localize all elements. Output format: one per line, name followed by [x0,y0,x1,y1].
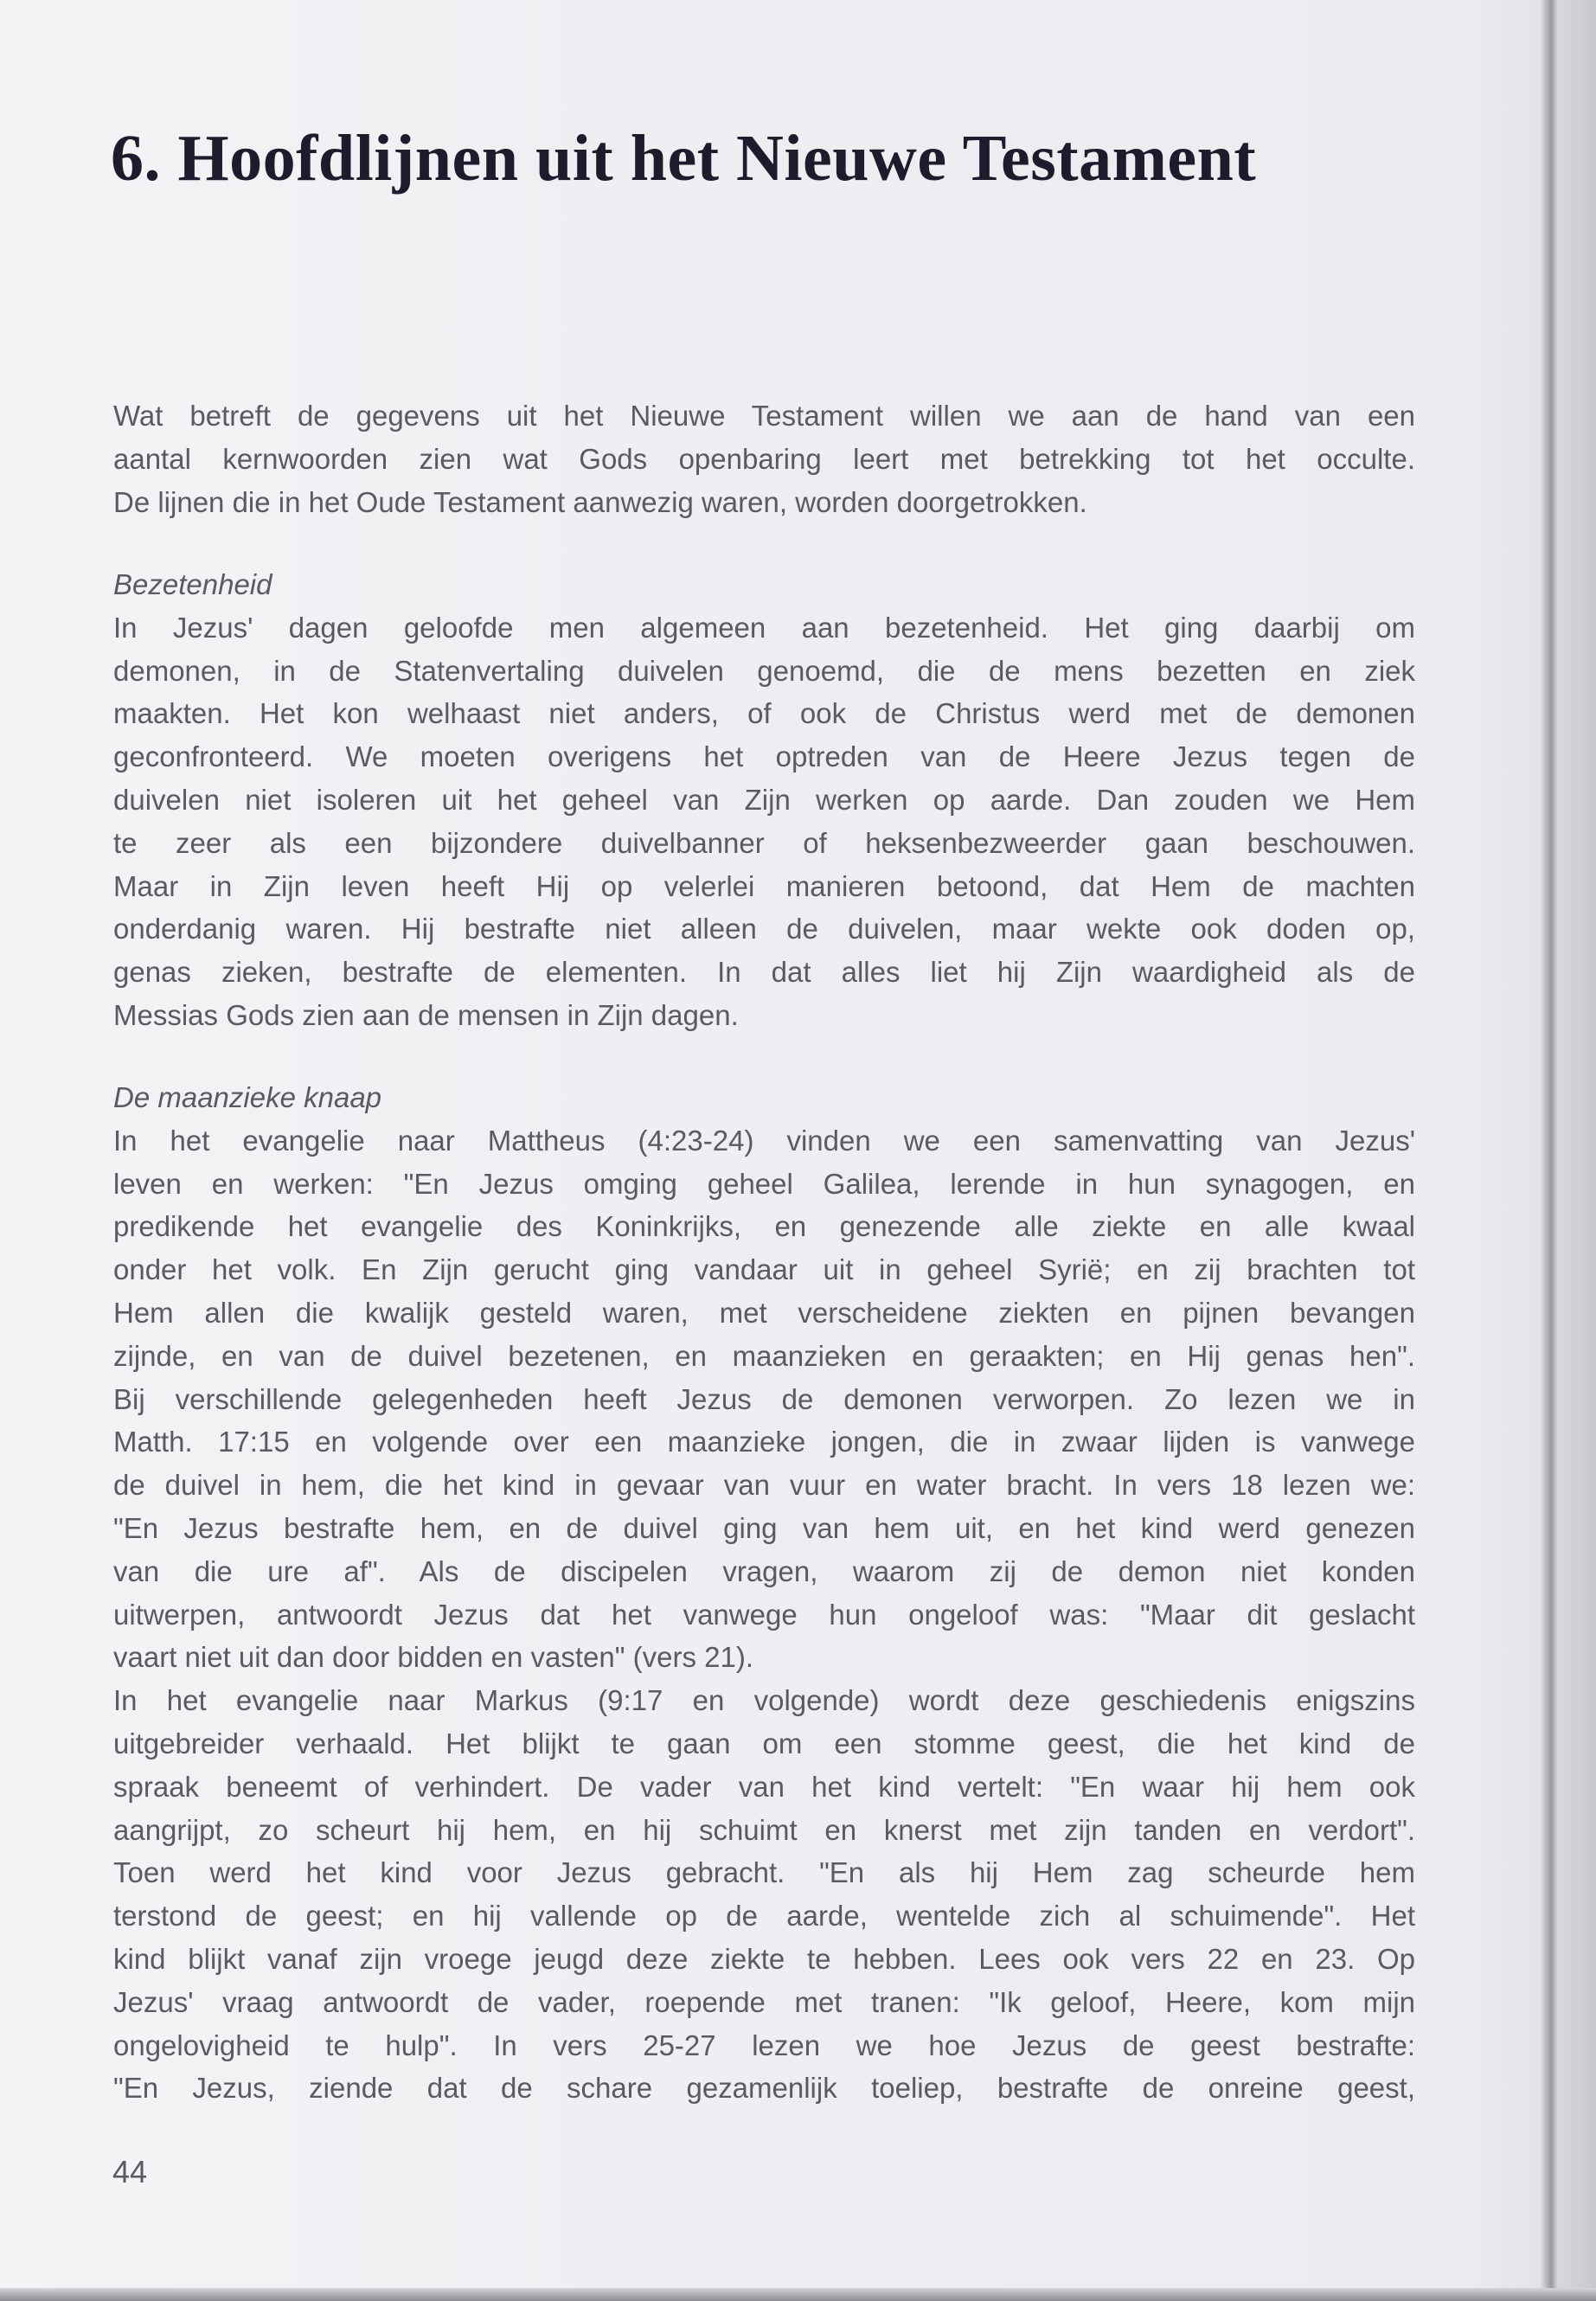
text-line: onder het volk. En Zijn gerucht ging vandaar uit in geheel Syrië; en zij brachten tot [113,1253,1415,1286]
text-line: Toen werd het kind voor Jezus gebracht. "En als hij Hem zag scheurde hem [113,1856,1415,1889]
text-line: maakten. Het kon welhaast niet anders, of ook de Christus werd met de demonen [113,697,1415,730]
text-line: predikende het evangelie des Koninkrijks, en genezende alle ziekte en alle kwaal [113,1210,1415,1243]
text-line: Bij verschillende gelegenheden heeft Jezus de demonen verworpen. Zo lezen we in [113,1382,1415,1415]
text-line: onderdanig waren. Hij bestrafte niet alleen de duivelen, maar wekte ook doden op, [113,913,1415,945]
text-line: terstond de geest; en hij vallende op de aarde, wentelde zich al schuimende". Het [113,1900,1415,1932]
text-line: vaart niet uit dan door bidden en vasten" (vers 21). [113,1641,753,1674]
paragraph [113,606,1415,1037]
text-line: kind blijkt vanaf zijn vroege jeugd deze ziekte te hebben. Lees ook vers 22 en 23. Op [113,1942,1415,1975]
text-line: Matth. 17:15 en volgende over een maanzieke jongen, die in zwaar lijden is vanwege [113,1426,1415,1458]
text-line: De lijnen die in het Oude Testament aanwezig waren, worden doorgetrokken. [113,485,1087,518]
page-edge [0,2288,1596,2301]
text-line: zijnde, en van de duivel bezetenen, en maanzieken en geraakten; en Hij genas hen". [113,1339,1415,1372]
text-line: Maar in Zijn leven heeft Hij op velerlei manieren betoond, dat Hem de machten [113,869,1415,902]
text-line: genas zieken, bestrafte de elementen. In dat alles liet hij Zijn waardigheid als de [113,956,1415,989]
intro-section [113,394,1415,523]
text-line: "En Jezus, ziende dat de schare gezamenlijk toeliep, bestrafte de onreine geest, [113,2072,1415,2105]
text-line: de duivel in hem, die het kind in gevaar van vuur en water bracht. In vers 18 lezen we: [113,1469,1415,1502]
text-line: "En Jezus bestrafte hem, en de duivel ging van hem uit, en het kind werd genezen [113,1511,1415,1544]
text-line: Hem allen die kwalijk gesteld waren, met verscheidene ziekten en pijnen bevangen [113,1296,1415,1329]
section-heading: Bezetenheid [113,568,272,600]
text-line: In Jezus' dagen geloofde men algemeen aan bezetenheid. Het ging daarbij om [113,611,1415,644]
text-line: spraak beneemt of verhindert. De vader van het kind vertelt: "En waar hij hem ook [113,1770,1415,1803]
text-line: geconfronteerd. We moeten overigens het optreden van de Heere Jezus tegen de [113,740,1415,773]
paragraph [113,1119,1415,1679]
text-line: aantal kernwoorden zien wat Gods openbaring leert met betrekking tot het occulte. [113,442,1415,475]
text-line: ongelovigheid te hulp". In vers 25-27 lezen we hoe Jezus de geest bestrafte: [113,2029,1415,2061]
paragraph [113,1679,1415,2110]
text-line: te zeer als een bijzondere duivelbanner of heksenbezweerder gaan beschouwen. [113,826,1415,859]
chapter-title: 6. Hoofdlijnen uit het Nieuwe Testament [111,122,1257,195]
maanzieke-knaap-section [113,1076,1415,2110]
text-line: Messias Gods zien aan de mensen in Zijn dagen. [113,998,739,1031]
text-line: In het evangelie naar Markus (9:17 en volgende) wordt deze geschiedenis enigszins [113,1684,1415,1717]
page-number: 44 [112,2154,148,2189]
text-line: uitgebreider verhaald. Het blijkt te gaan om een stomme geest, die het kind de [113,1727,1415,1759]
text-line: In het evangelie naar Mattheus (4:23-24) vinden we een samenvatting van Jezus' [113,1124,1415,1157]
text-line: duivelen niet isoleren uit het geheel van Zijn werken op aarde. Dan zouden we Hem [113,783,1415,816]
section-heading: De maanzieke knaap [113,1081,382,1113]
bezetenheid-section [113,563,1415,1037]
text-line: Wat betreft de gegevens uit het Nieuwe Testament willen we aan de hand van een [113,400,1415,432]
paragraph [113,394,1415,523]
text-line: uitwerpen, antwoordt Jezus dat het vanwege hun ongeloof was: "Maar dit geslacht [113,1598,1415,1631]
text-line: leven en werken: "En Jezus omging geheel Galilea, lerende in hun synagogen, en [113,1167,1415,1200]
text-line: demonen, in de Statenvertaling duivelen genoemd, die de mens bezetten en ziek [113,654,1415,687]
text-line: Jezus' vraag antwoordt de vader, roepende met tranen: "Ik geloof, Heere, kom mijn [113,1985,1415,2018]
text-line: van die ure af". Als de discipelen vragen, waarom zij de demon niet konden [113,1554,1415,1587]
text-line: aangrijpt, zo scheurt hij hem, en hij schuimt en knerst met zijn tanden en verdort". [113,1813,1415,1846]
